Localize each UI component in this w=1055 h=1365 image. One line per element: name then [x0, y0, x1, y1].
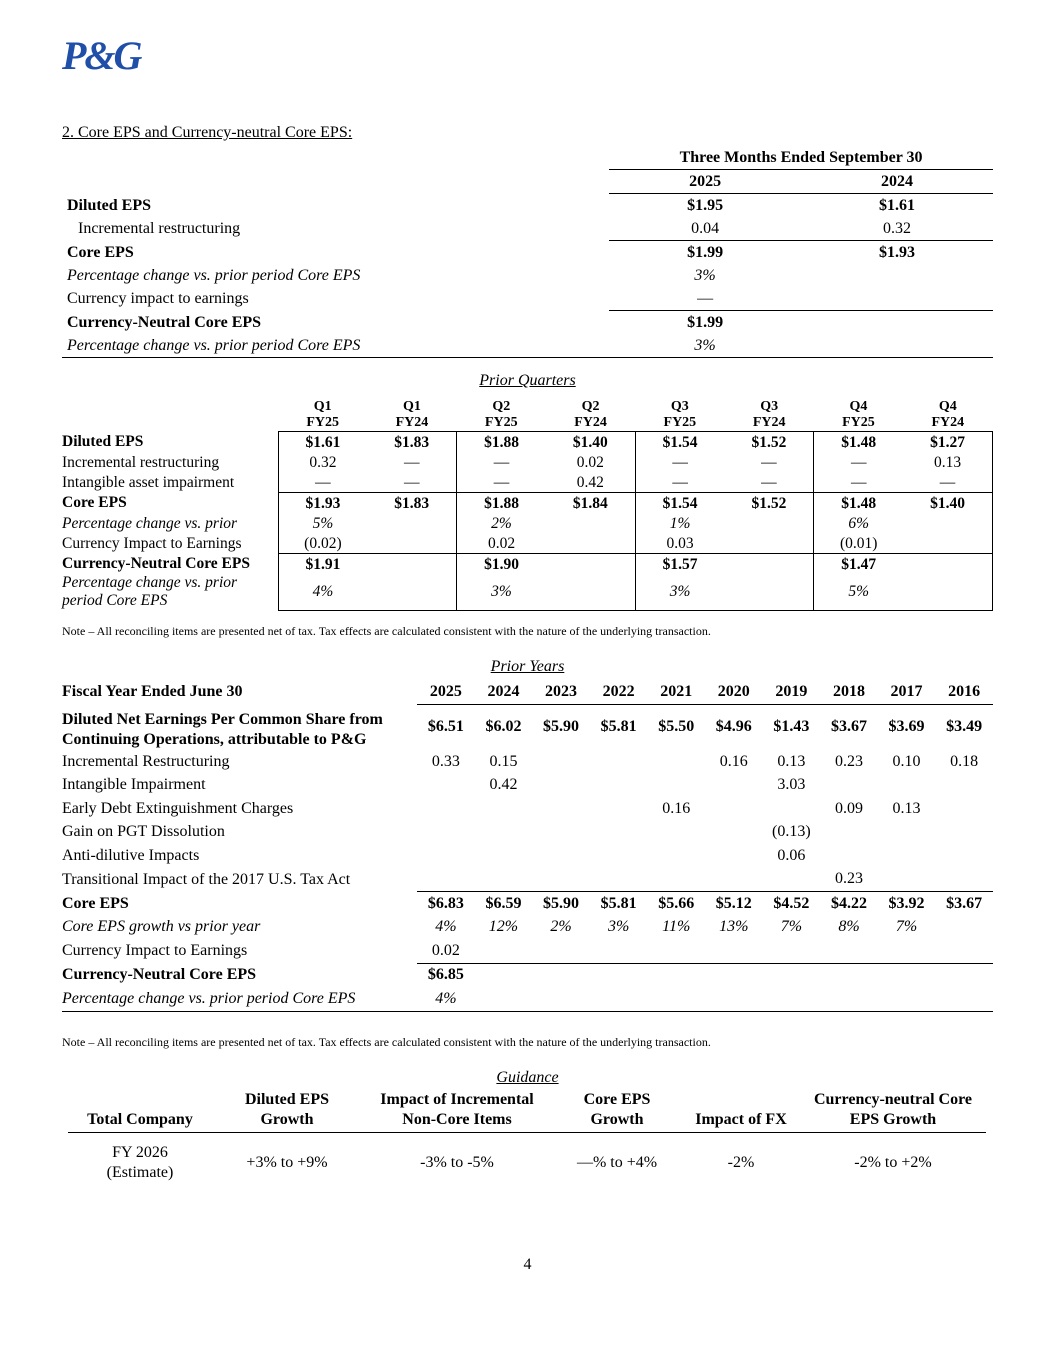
table-row: Currency Impact to Earnings 0.02: [62, 941, 460, 959]
table-row: Percentage change vs. prior 5% 2% 1% 6%: [62, 513, 993, 533]
quarter-header: Q4 FY25: [842, 399, 875, 430]
quarter-header: Q1 FY25: [306, 399, 339, 430]
table-row: Currency-Neutral Core EPS $6.85: [62, 963, 993, 987]
guidance-header: Total Company: [87, 1111, 193, 1128]
note: Note – All reconciling items are presented net of tax. Tax effects are calculated consistent with the nature of the underlying transaction.: [62, 1035, 711, 1049]
guidance-header: Currency-neutral Core EPS Growth: [813, 1091, 973, 1128]
table-row: Currency-Neutral Core EPS $1.91 $1.90 $1.57 $1.47: [62, 554, 993, 575]
year-header: 2025: [609, 170, 801, 194]
guidance-header: Impact of FX: [695, 1111, 787, 1128]
section-title: 2. Core EPS and Currency-neutral Core EPS:: [62, 124, 353, 141]
prior-quarters-caption: Prior Quarters: [479, 372, 576, 389]
guidance-header: Diluted EPS Growth: [244, 1091, 329, 1128]
table-row: Transitional Impact of the 2017 U.S. Tax Act 0.23: [62, 870, 863, 888]
quarter-header: Q1 FY24: [395, 399, 429, 430]
table-row: Early Debt Extinguishment Charges 0.16 0.09 0.13: [62, 799, 921, 817]
table-row: Core EPS $1.93 $1.83 $1.88 $1.84 $1.54 $1.52 $1.48 $1.40: [62, 493, 993, 514]
table-row: Percentage change vs. prior period Core EPS 4% 3% 3% 5%: [62, 574, 993, 610]
table-row: Incremental restructuring 0.32 — — 0.02 — — — 0.13: [62, 452, 993, 472]
table-row: FY 2026 (Estimate) +3% to +9% -3% to -5% —% to +4% -2% -2% to +2%: [106, 1144, 932, 1181]
prior-years-caption: Prior Years: [490, 658, 565, 675]
table-row: Core EPS $1.99 $1.93: [62, 241, 993, 265]
quarter-header: Q2 FY25: [484, 399, 518, 430]
table-row: Percentage change vs. prior period Core EPS 4%: [62, 987, 993, 1011]
table-row: Diluted Net Earnings Per Common Share from Continuing Operations, attributable to P&G $6.51 $6.02 $5.90 $5.81 $5.50 $4.96 $1.43 $3.67 $3.69 $3.49: [62, 704, 993, 750]
guidance-header: Core EPS Growth: [583, 1091, 651, 1128]
table-row: Core EPS $6.83 $6.59 $5.90 $5.81 $5.66 $5.12 $4.52 $4.22 $3.92 $3.67: [62, 892, 993, 916]
core-eps-quarter-table: [62, 146, 993, 358]
table-row: Currency Impact to Earnings (0.02) 0.02 0.03 (0.01): [62, 533, 993, 554]
table-row: Currency impact to earnings —: [67, 290, 714, 308]
table-row: Incremental restructuring 0.04 0.32: [78, 220, 912, 238]
fiscal-year-header: Fiscal Year Ended June 30: [62, 683, 243, 700]
quarter-header: Q4 FY24: [931, 399, 965, 430]
prior-quarters-table: [62, 399, 993, 611]
note: Note – All reconciling items are presented net of tax. Tax effects are calculated consistent with the nature of the underlying transaction.: [62, 624, 711, 638]
quarter-header: Q2 FY24: [574, 399, 607, 430]
table-row: Diluted EPS $1.61 $1.83 $1.88 $1.40 $1.54 $1.52 $1.48 $1.27: [62, 432, 993, 453]
table-row: Intangible asset impairment — — — 0.42 — — — —: [62, 472, 993, 493]
guidance-header: Impact of Incremental Non-Core Items: [380, 1091, 534, 1128]
period-header: Three Months Ended September 30: [609, 146, 993, 170]
table-row: Anti-dilutive Impacts 0.06: [62, 846, 806, 864]
table-row: Gain on PGT Dissolution (0.13): [62, 823, 811, 841]
quarter-header: Q3 FY25: [663, 399, 697, 430]
pg-logo: P&G: [62, 33, 141, 78]
guidance-table: [68, 1090, 986, 1183]
table-row: Core EPS growth vs prior year 4% 12% 2% 3% 11% 13% 7% 8% 7%: [62, 918, 918, 936]
guidance-caption: Guidance: [496, 1069, 559, 1086]
prior-years-table: Fiscal Year Ended June 30 2025 2024 2023 2022 2021 2020 2019 2018 2017 2016 Diluted Net Earnings Per Common Share from Continuing Operations, attributable to P&G $6.51 $6.02 $5.90 $5.81 $5.50 $4.96 $1.43 $3.67 $3.69 $3.49 Incremental Restructuring 0.33 0.15 0.16 0.13 0.23 0.10 0.18 Intangible Impairment 0.42 3.03 Early Debt Extinguishment Charges 0.16 0.09 0.13 Gain on PGT Dissolution (0.13) Anti-dilutive Impacts 0.06 Transitional Impact of the 2017 U.S. Tax Act 0.23 Core EPS $6.83 $6.59 $5.90 $5.81 $5.66 $5.12 $4.52 $4.22 $3.92 $3.67 Core EPS growth vs prior year 4% 12% 2% 3% 11% 13% 7% 8% 7% Currency Impact to Earnings 0.02 Currency-Neutral Core EPS $6.85 Percentage change vs. prior period Core EPS 4%: [62, 680, 993, 1012]
year-header: 2024: [801, 170, 993, 194]
page-number: 4: [523, 1256, 532, 1273]
table-row: Intangible Impairment 0.42 3.03: [62, 776, 806, 794]
table-row: Percentage change vs. prior period Core EPS 3%: [62, 334, 993, 358]
quarter-header: Q3 FY24: [752, 399, 786, 430]
table-row: Diluted EPS $1.95 $1.61: [67, 196, 916, 214]
table-row: Percentage change vs. prior period Core EPS 3%: [67, 267, 716, 284]
table-row: Incremental Restructuring 0.33 0.15 0.16 0.13 0.23 0.10 0.18: [62, 752, 979, 770]
table-row: Currency-Neutral Core EPS $1.99: [62, 311, 993, 335]
